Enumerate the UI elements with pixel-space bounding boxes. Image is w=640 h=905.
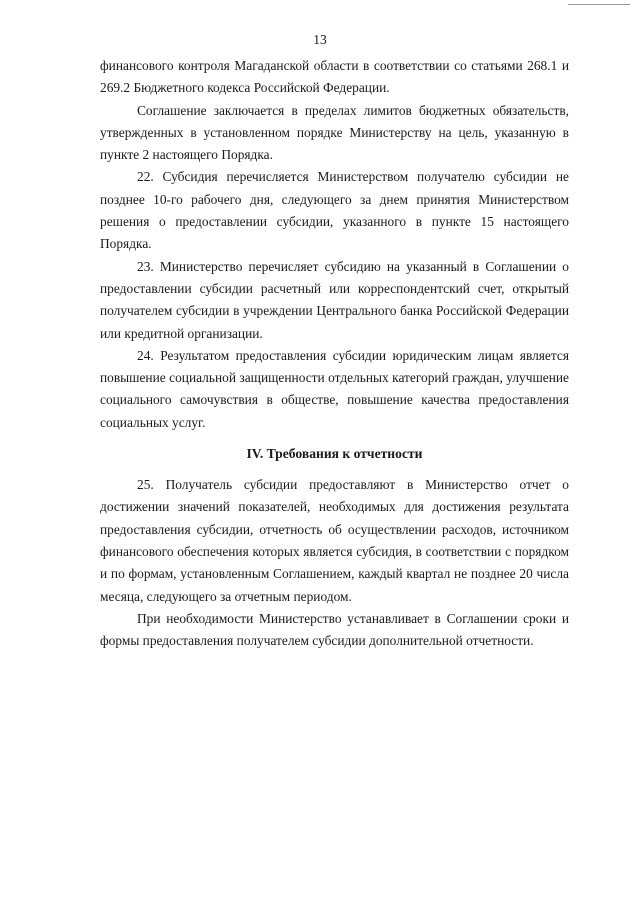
paragraph-agreement-limits: Соглашение заключается в пределах лимитов бюджетных обязательств, утвержденных в установленном порядке Министерству на цель, указанную в пункте 2 настоящего Порядка. [100,102,569,163]
paragraph-24: 24. Результатом предоставления субсидии юридическим лицам является повышение социальной защищенности отдельных категорий граждан, улучшение социального самочувствия в обществе, повышение качества предоставления социальных услуг. [100,347,569,430]
paragraph-continuation: финансового контроля Магаданской области в соответствии со статьями 268.1 и 269.2 Бюджетного кодекса Российской Федерации. [100,58,569,96]
section-heading: IV. Требования к отчетности [246,446,423,462]
page-number: 13 [313,32,327,47]
paragraph-22: 22. Субсидия перечисляется Министерством получателю субсидии не позднее 10-го рабочего дня, следующего за днем принятия Министерством решения о предоставлении субсидии, указанного в пункте 15 настоящего Порядка. [100,169,569,252]
document-body [100,55,569,652]
paragraph-25: 25. Получатель субсидии предоставляют в Министерство отчет о достижении значений показателей, необходимых для достижения результата предоставления субсидии, отчетность об осуществлении расходов, источником финансового обеспечения которых является субсидия, в соответствии с порядком и по формам, установленным Соглашением, каждый квартал не позднее 20 числа месяца, следующего за отчетным периодом. [100,477,569,604]
scan-edge-line [568,4,630,5]
paragraph-additional-reporting: При необходимости Министерство устанавливает в Соглашении сроки и формы предоставления получателем субсидии дополнительной отчетности. [100,610,569,649]
paragraph-23: 23. Министерство перечисляет субсидию на указанный в Соглашении о предоставлении субсидии расчетный или корреспондентский счет, открытый получателем субсидии в учреждении Центрального банка Российской Федерации или кредитной организации. [100,258,569,341]
